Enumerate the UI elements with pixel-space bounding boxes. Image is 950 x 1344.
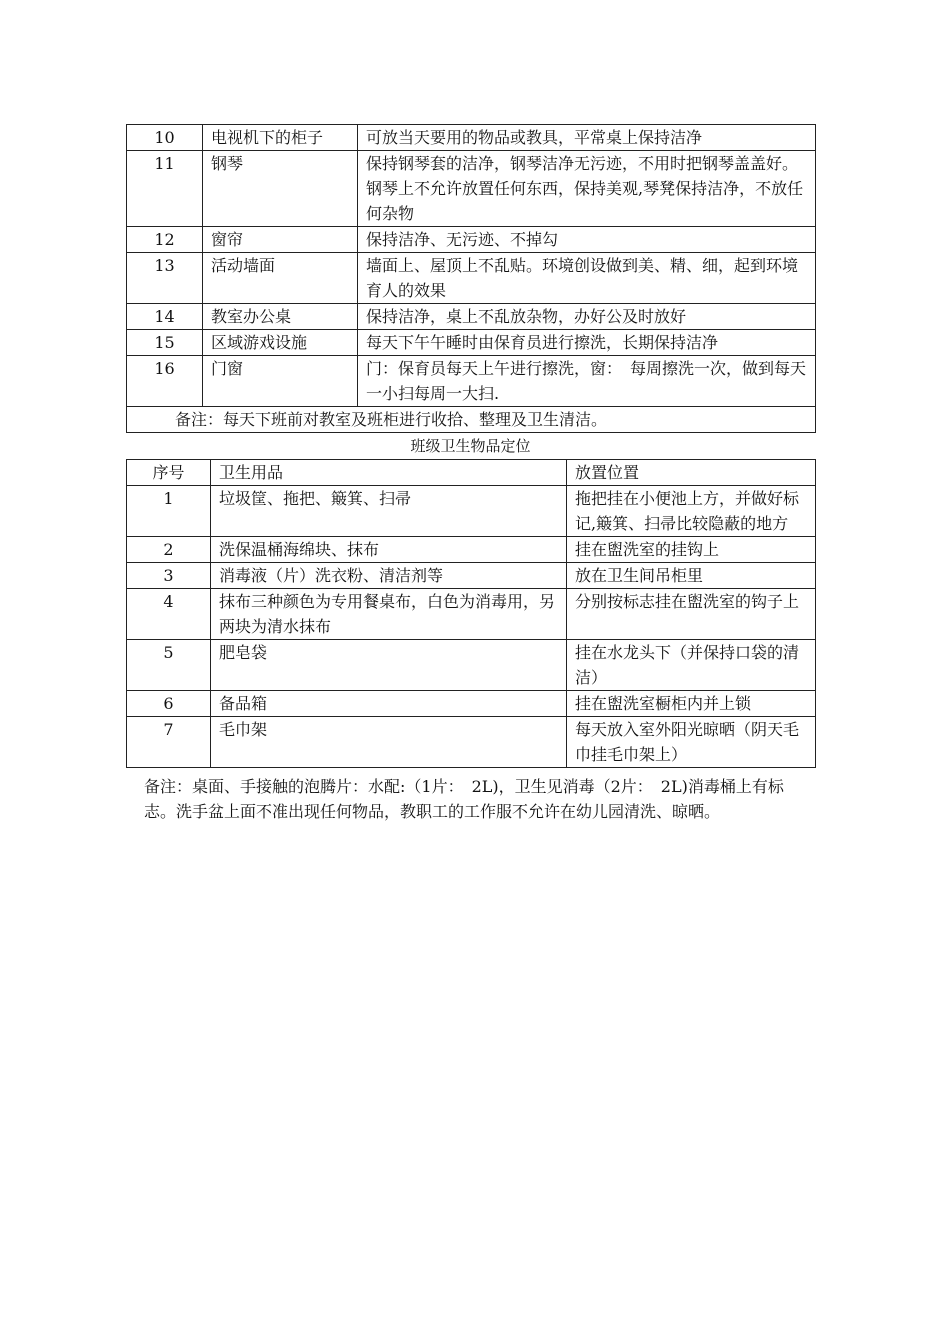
row-location: 挂在盥洗室的挂钩上 (567, 537, 816, 563)
table-row (127, 691, 816, 717)
table-row (127, 717, 816, 768)
row-number: 1 (127, 486, 211, 537)
row-number: 4 (127, 589, 211, 640)
table-row (127, 486, 816, 537)
table-note: 备注：每天下班前对教室及班柜进行收拾、整理及卫生清洁。 (127, 407, 816, 433)
table-row (127, 304, 816, 330)
table-row (127, 589, 816, 640)
table-row (127, 253, 816, 304)
row-description: 可放当天要用的物品或教具，平常桌上保持洁净 (358, 125, 816, 151)
header-location: 放置位置 (567, 460, 816, 486)
row-description: 墙面上、屋顶上不乱贴。环境创设做到美、精、细，起到环境育人的效果 (358, 253, 816, 304)
table-row (127, 330, 816, 356)
table-row (127, 151, 816, 227)
row-number: 6 (127, 691, 211, 717)
table-row (127, 125, 816, 151)
table-header-row (127, 460, 816, 486)
table-row (127, 356, 816, 407)
row-item: 垃圾筐、拖把、簸箕、扫帚 (211, 486, 567, 537)
row-number: 16 (127, 356, 203, 407)
row-location: 挂在盥洗室橱柜内并上锁 (567, 691, 816, 717)
row-number: 10 (127, 125, 203, 151)
remark-paragraph: 备注：桌面、手接触的泡腾片：水配:（1片： 2L)，卫生见消毒（2片： 2L)消毒桶上有标志。洗手盆上面不准出现任何物品，教职工的工作服不允许在幼儿园清洗、晾晒。 (144, 777, 784, 821)
table-caption: 班级卫生物品定位 (410, 437, 531, 455)
row-number: 15 (127, 330, 203, 356)
hygiene-supplies-table (126, 459, 816, 768)
table-note-row (127, 407, 816, 433)
row-description: 每天下午午睡时由保育员进行擦洗，长期保持洁净 (358, 330, 816, 356)
row-item: 抹布三种颜色为专用餐桌布，白色为消毒用，另两块为清水抹布 (211, 589, 567, 640)
row-location: 挂在水龙头下（并保持口袋的清洁） (567, 640, 816, 691)
row-number: 7 (127, 717, 211, 768)
row-number: 2 (127, 537, 211, 563)
row-description: 保持洁净，桌上不乱放杂物，办好公及时放好 (358, 304, 816, 330)
row-number: 12 (127, 227, 203, 253)
row-item: 备品箱 (211, 691, 567, 717)
row-location: 每天放入室外阳光晾晒（阴天毛巾挂毛巾架上） (567, 717, 816, 768)
row-item: 门窗 (203, 356, 358, 407)
header-number: 序号 (127, 460, 211, 486)
row-item: 窗帘 (203, 227, 358, 253)
header-item: 卫生用品 (211, 460, 567, 486)
row-item: 洗保温桶海绵块、抹布 (211, 537, 567, 563)
document-page (126, 124, 815, 824)
row-item: 毛巾架 (211, 717, 567, 768)
row-number: 11 (127, 151, 203, 227)
row-item: 消毒液（片）洗衣粉、清洁剂等 (211, 563, 567, 589)
classroom-hygiene-table (126, 124, 816, 433)
row-item: 区域游戏设施 (203, 330, 358, 356)
row-number: 5 (127, 640, 211, 691)
table-row (127, 537, 816, 563)
row-location: 拖把挂在小便池上方，并做好标记,簸箕、扫帚比较隐蔽的地方 (567, 486, 816, 537)
row-item: 钢琴 (203, 151, 358, 227)
row-location: 分别按标志挂在盥洗室的钩子上 (567, 589, 816, 640)
row-description: 保持洁净、无污迹、不掉勾 (358, 227, 816, 253)
row-location: 放在卫生间吊柜里 (567, 563, 816, 589)
row-item: 肥皂袋 (211, 640, 567, 691)
row-number: 14 (127, 304, 203, 330)
table-row (127, 563, 816, 589)
table-row (127, 227, 816, 253)
row-item: 活动墙面 (203, 253, 358, 304)
row-number: 13 (127, 253, 203, 304)
row-description: 保持钢琴套的洁净，钢琴洁净无污迹，不用时把钢琴盖盖好。钢琴上不允许放置任何东西，保持美观,琴凳保持洁净，不放任何杂物 (358, 151, 816, 227)
table-row (127, 640, 816, 691)
row-item: 电视机下的柜子 (203, 125, 358, 151)
row-number: 3 (127, 563, 211, 589)
row-description: 门：保育员每天上午进行擦洗，窗： 每周擦洗一次，做到每天一小扫每周一大扫. (358, 356, 816, 407)
row-item: 教室办公桌 (203, 304, 358, 330)
